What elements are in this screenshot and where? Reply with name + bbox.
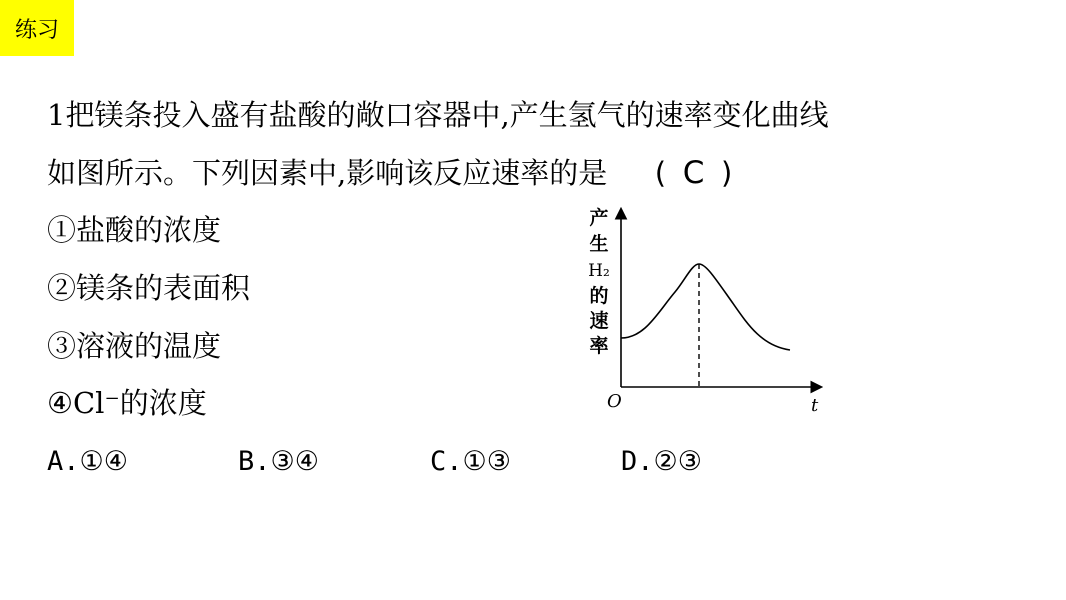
factor-item-1: ①盐酸的浓度 xyxy=(47,213,222,247)
y-label-char-3: H₂ xyxy=(588,261,610,281)
y-label-char-2: 生 xyxy=(589,233,609,255)
rate-curve xyxy=(621,264,790,350)
factor-item-4: ④Cl⁻的浓度 xyxy=(47,386,207,420)
question-line-2 xyxy=(47,155,736,191)
answer-close-paren: ) xyxy=(718,156,736,190)
answer-open-paren: ( xyxy=(651,156,669,190)
factor-item-3: ③溶液的温度 xyxy=(47,329,222,363)
answer-bracket xyxy=(651,155,736,191)
option-a: A.①④ xyxy=(47,446,128,477)
x-axis-label: t xyxy=(811,395,819,416)
practice-tag-label: 练习 xyxy=(14,17,59,43)
factor-item-2: ②镁条的表面积 xyxy=(47,271,251,305)
y-label-char-6: 率 xyxy=(589,335,609,357)
origin-label: O xyxy=(607,391,622,412)
question-line-2-text: 如图所示。下列因素中,影响该反应速率的是 xyxy=(47,156,608,190)
option-d: D.②③ xyxy=(621,446,702,477)
question-line-1: 1把镁条投入盛有盐酸的敞口容器中,产生氢气的速率变化曲线 xyxy=(47,98,829,132)
y-label-char-1: 产 xyxy=(589,207,609,229)
y-label-char-5: 速 xyxy=(589,310,609,332)
practice-tag xyxy=(0,0,74,56)
y-label-char-4: 的 xyxy=(589,285,609,307)
option-b: B.③④ xyxy=(238,446,319,477)
rate-graph xyxy=(580,200,830,420)
answer-letter: C xyxy=(682,155,705,191)
option-c: C.①③ xyxy=(430,446,511,477)
